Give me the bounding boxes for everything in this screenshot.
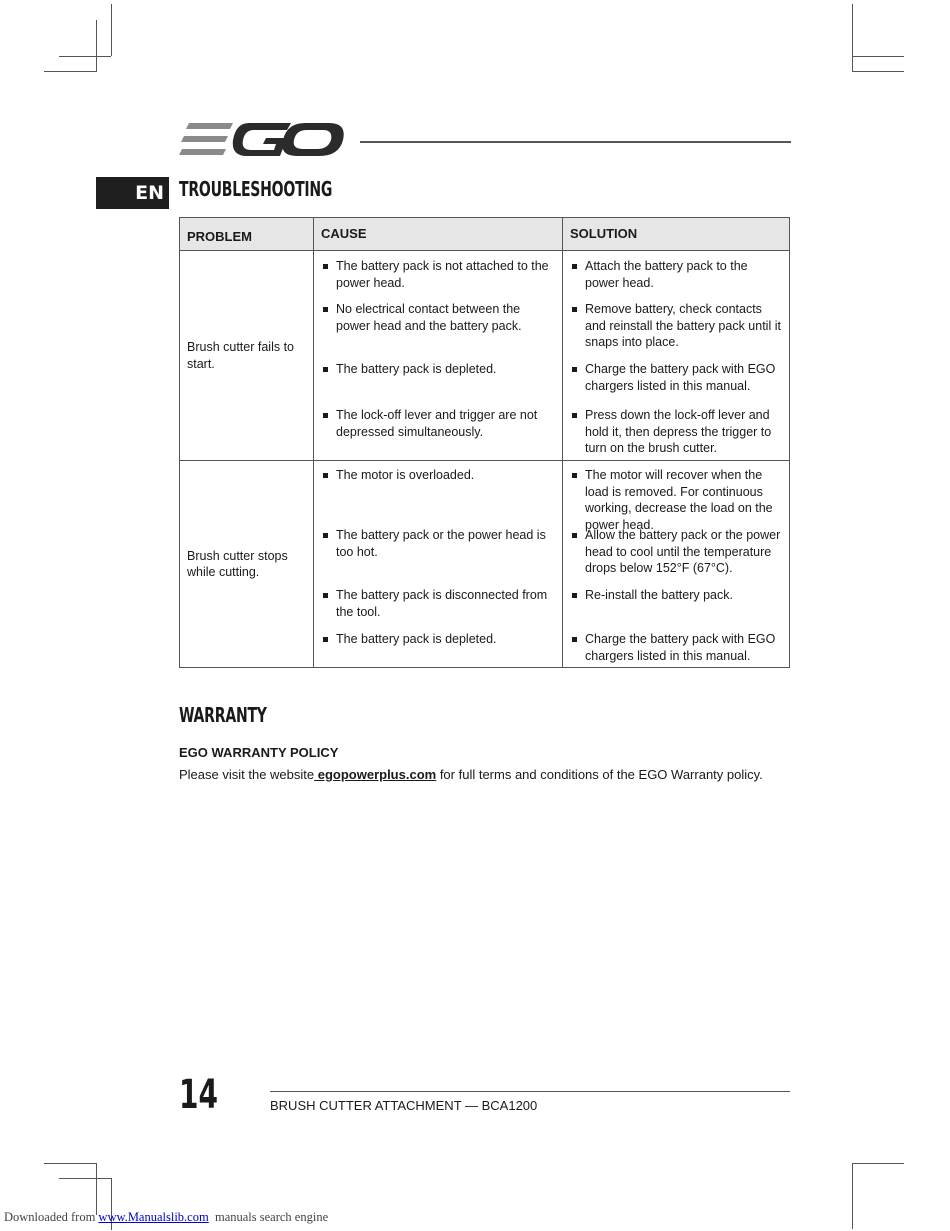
- download-prefix: Downloaded from: [4, 1210, 99, 1224]
- table-row: [180, 251, 790, 461]
- cause-cell: [314, 461, 563, 668]
- warranty-title: WARRANTY: [179, 703, 267, 727]
- problem-cell: [180, 461, 314, 668]
- crop-mark: [44, 71, 96, 72]
- manualslib-link[interactable]: www.Manualslib.com: [98, 1210, 209, 1224]
- warranty-text-after: for full terms and conditions of the EGO Warranty policy.: [436, 767, 763, 782]
- column-header-solution: SOLUTION: [563, 218, 790, 251]
- cause-item: The battery pack or the power head is too hot.: [314, 527, 562, 587]
- header-rule: [360, 141, 791, 143]
- crop-mark: [44, 1163, 96, 1164]
- footer-rule: [270, 1091, 790, 1092]
- crop-mark: [852, 1163, 853, 1229]
- crop-mark: [59, 56, 111, 57]
- solution-item: Charge the battery pack with EGO chargers listed in this manual.: [563, 361, 789, 407]
- solution-cell: [563, 251, 790, 461]
- warranty-text-before: Please visit the website: [179, 767, 315, 782]
- solution-item: Attach the battery pack to the power head.: [563, 258, 789, 301]
- ego-logo: [179, 120, 345, 162]
- cause-item: No electrical contact between the power head and the battery pack.: [314, 301, 562, 361]
- solution-item: Re-install the battery pack.: [563, 587, 789, 631]
- download-suffix: manuals search engine: [208, 1210, 329, 1224]
- crop-mark: [852, 1163, 904, 1164]
- warranty-subtitle: EGO WARRANTY POLICY: [179, 745, 339, 760]
- crop-mark: [852, 4, 853, 71]
- problem-text: Brush cutter fails to start.: [187, 340, 294, 371]
- solution-item: Remove battery, check contacts and reinstall the battery pack until it snaps into place.: [563, 301, 789, 361]
- cause-item: The battery pack is depleted.: [314, 631, 562, 661]
- page-number: 14: [179, 1072, 218, 1118]
- crop-mark: [111, 4, 112, 56]
- solution-item: Charge the battery pack with EGO chargers listed in this manual.: [563, 631, 789, 667]
- table-row: [180, 461, 790, 668]
- troubleshooting-table: [179, 217, 790, 668]
- column-header-problem: PROBLEM: [180, 218, 314, 251]
- troubleshooting-title: TROUBLESHOOTING: [179, 177, 333, 201]
- cause-item: The battery pack is depleted.: [314, 361, 562, 407]
- cause-item: The motor is overloaded.: [314, 467, 562, 527]
- solution-item: The motor will recover when the load is removed. For continuous working, decrease the load on the power head.: [563, 467, 789, 527]
- crop-mark: [852, 56, 904, 57]
- column-header-cause: CAUSE: [314, 218, 563, 251]
- crop-mark: [96, 1163, 97, 1215]
- cause-item: The battery pack is not attached to the power head.: [314, 258, 562, 301]
- solution-item: Allow the battery pack or the power head to cool until the temperature drops below 152°F (67°C).: [563, 527, 789, 587]
- crop-mark: [852, 71, 904, 72]
- cause-item: The battery pack is disconnected from the tool.: [314, 587, 562, 631]
- table-header-row: [180, 218, 790, 251]
- solution-item: Press down the lock-off lever and hold it, then depress the trigger to turn on the brush cutter.: [563, 407, 789, 457]
- problem-text: Brush cutter stops while cutting.: [187, 548, 288, 579]
- warranty-text: [179, 767, 763, 782]
- cause-item: The lock-off lever and trigger are not depressed simultaneously.: [314, 407, 562, 451]
- warranty-link[interactable]: egopowerplus.com: [314, 767, 437, 782]
- cause-cell: [314, 251, 563, 461]
- language-tab: EN: [96, 177, 169, 209]
- crop-mark: [59, 1178, 111, 1179]
- problem-cell: [180, 251, 314, 461]
- crop-mark: [96, 20, 97, 72]
- solution-cell: [563, 461, 790, 668]
- download-note: [4, 1210, 328, 1225]
- footer-doc-title: BRUSH CUTTER ATTACHMENT — BCA1200: [270, 1098, 538, 1113]
